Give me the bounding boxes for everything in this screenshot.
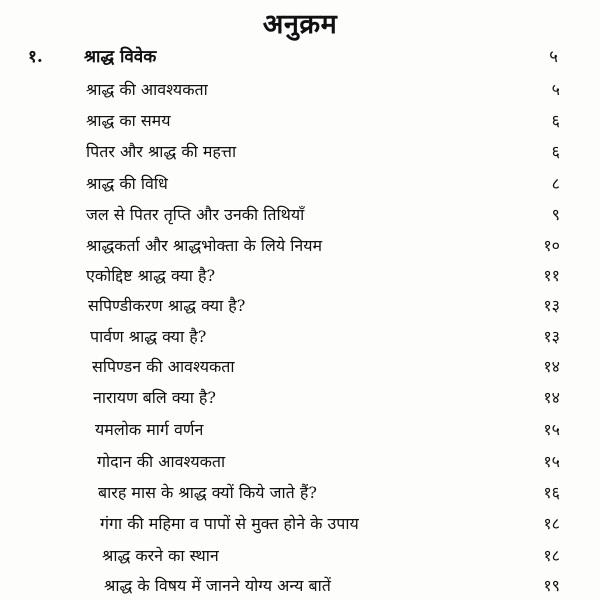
section-heading bbox=[28, 44, 558, 70]
toc-entry-page: १३ bbox=[543, 327, 560, 346]
toc-entry-page: ८ bbox=[551, 174, 560, 193]
toc-entry-page: ६ bbox=[551, 142, 560, 161]
toc-entry-label: श्राद्ध की आवश्यकता bbox=[86, 80, 208, 99]
toc-entry bbox=[0, 544, 600, 568]
toc-entry-label: पितर और श्राद्ध की महत्ता bbox=[86, 142, 237, 161]
toc-entry-label: श्राद्ध का समय bbox=[86, 111, 171, 130]
toc-entry-label: श्राद्ध की विधि bbox=[86, 174, 168, 193]
toc-entry-label: श्राद्धकर्ता और श्राद्धभोक्ता के लिये नियम bbox=[86, 236, 323, 255]
toc-entry-page: १३ bbox=[543, 296, 560, 315]
toc-entry-page: १० bbox=[543, 236, 560, 255]
toc-entry-page: ५ bbox=[551, 80, 560, 99]
toc-entry-page: १९ bbox=[543, 576, 560, 595]
page-title: अनुक्रम bbox=[262, 9, 338, 40]
toc-entry-label: जल से पितर तृप्ति और उनकी तिथियाँ bbox=[86, 205, 305, 224]
toc-entry-page: ९ bbox=[551, 205, 560, 224]
toc-entry bbox=[0, 140, 600, 164]
toc-entry-label: सपिण्डीकरण श्राद्ध क्या है? bbox=[88, 296, 246, 315]
toc-entry bbox=[0, 386, 600, 410]
toc-entry bbox=[0, 512, 600, 536]
toc-entry-label: गंगा की महिमा व पापों से मुक्त होने के उपाय bbox=[100, 514, 359, 533]
toc-entry bbox=[0, 450, 600, 474]
section-page-number: ५ bbox=[549, 47, 558, 67]
toc-entry-page: १८ bbox=[543, 546, 560, 565]
toc-entry-label: श्राद्ध के विषय में जानने योग्य अन्य बातें bbox=[104, 576, 331, 595]
toc-entry-label: गोदान की आवश्यकता bbox=[97, 452, 226, 471]
toc-entry-label: सपिण्डन की आवश्यकता bbox=[92, 357, 235, 376]
toc-entry bbox=[0, 109, 600, 133]
toc-entry bbox=[0, 355, 600, 379]
toc-entry-page: १८ bbox=[543, 514, 560, 533]
toc-entry bbox=[0, 234, 600, 258]
toc-entry-label: यमलोक मार्ग वर्णन bbox=[95, 420, 204, 439]
toc-entry-page: ११ bbox=[543, 266, 560, 285]
toc-entry bbox=[0, 172, 600, 196]
toc-entry-page: १५ bbox=[543, 420, 560, 439]
toc-entry bbox=[0, 574, 600, 598]
toc-entry bbox=[0, 325, 600, 349]
toc-entry-label: पार्वण श्राद्ध क्या है? bbox=[90, 327, 207, 346]
toc-entry-page: ६ bbox=[551, 111, 560, 130]
toc-entry bbox=[0, 203, 600, 227]
toc-entry-page: १५ bbox=[543, 452, 560, 471]
toc-entry bbox=[0, 481, 600, 505]
toc-entry-page: १६ bbox=[543, 483, 560, 502]
toc-entry bbox=[0, 294, 600, 318]
toc-entry-label: नारायण बलि क्या है? bbox=[93, 388, 217, 407]
toc-entry bbox=[0, 78, 600, 102]
toc-entry-page: १४ bbox=[543, 388, 560, 407]
toc-entry-label: एकोद्दिष्ट श्राद्ध क्या है? bbox=[86, 266, 216, 285]
toc-entry-label: बारह मास के श्राद्ध क्यों किये जाते हैं? bbox=[98, 483, 317, 502]
section-label: श्राद्ध विवेक bbox=[84, 47, 157, 67]
toc-entry-label: श्राद्ध करने का स्थान bbox=[102, 546, 219, 565]
toc-entry bbox=[0, 418, 600, 442]
section-number: १. bbox=[28, 47, 43, 67]
toc-entry bbox=[0, 264, 600, 288]
toc-entry-page: १४ bbox=[543, 357, 560, 376]
